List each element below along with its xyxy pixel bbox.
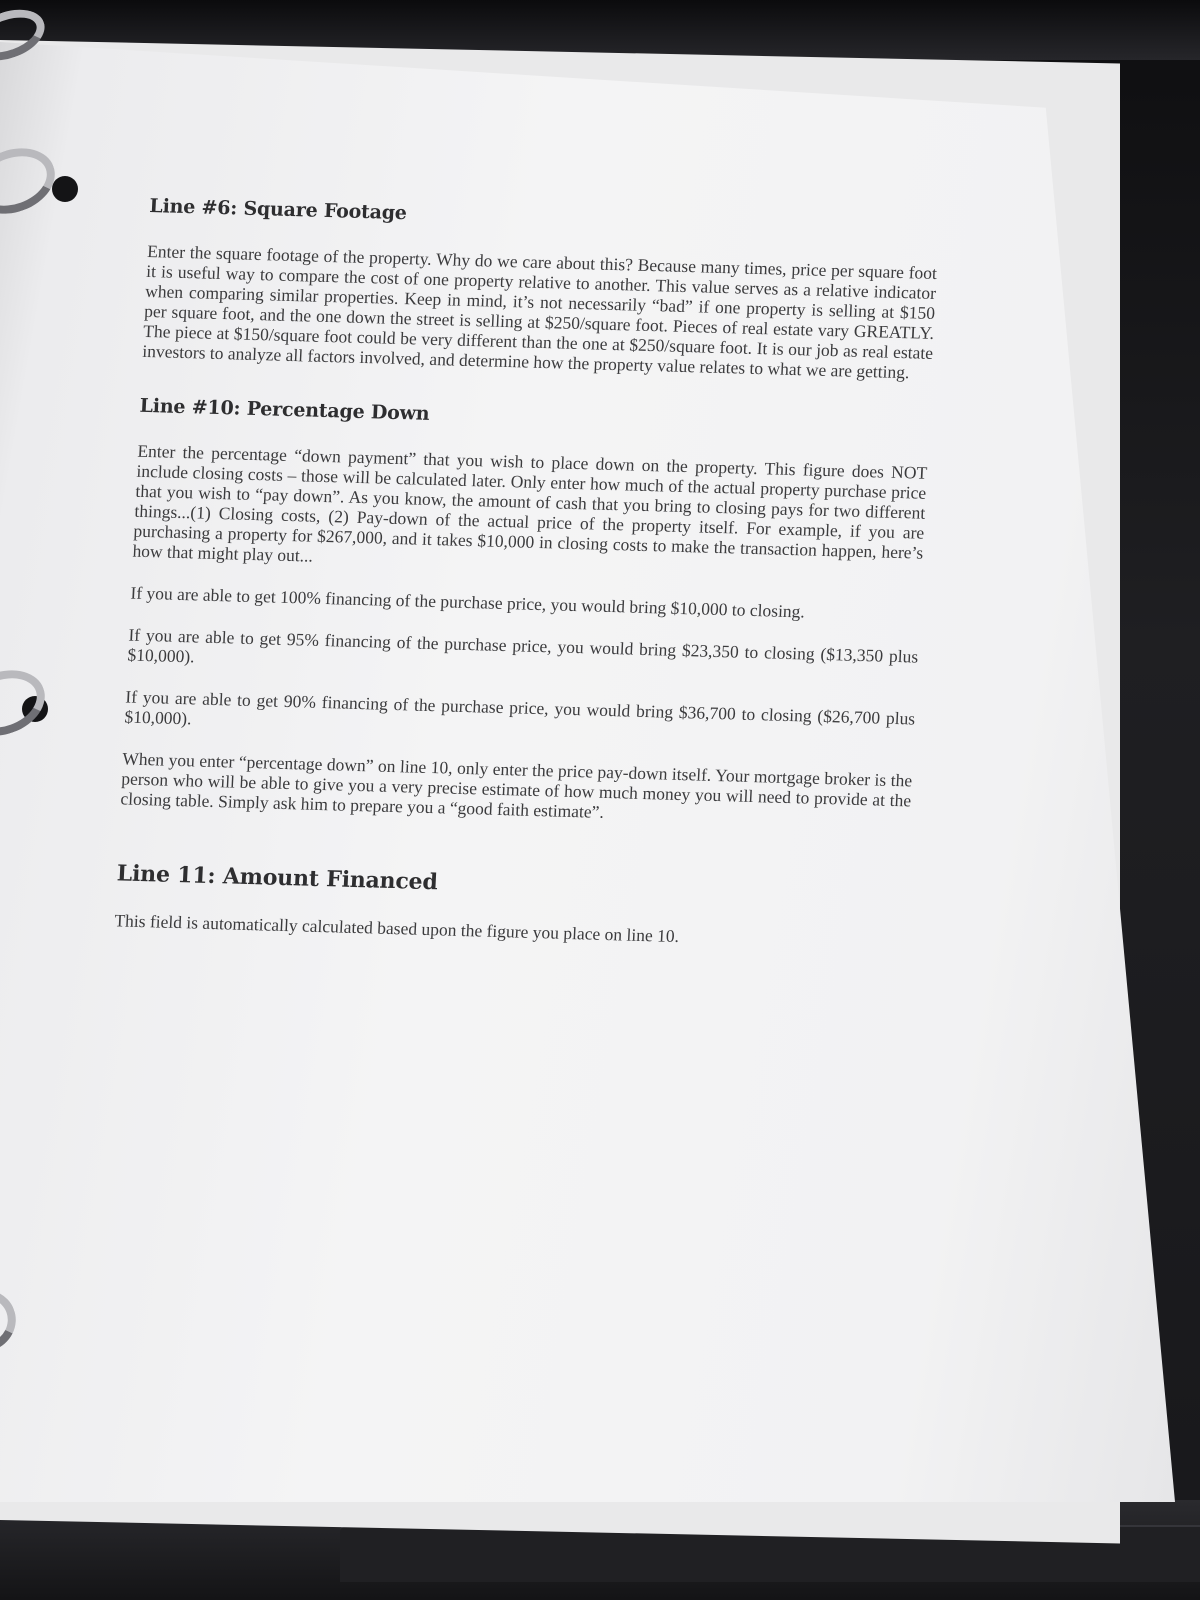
paragraph: If you are able to get 100% financing of the purchase price, you would bring $10,000 to closing. (130, 582, 806, 622)
section-heading: Line 11: Amount Financed (116, 860, 439, 896)
page-content (113, 195, 940, 974)
paragraph: If you are able to get 90% financing of the purchase price, you would bring $36,700 to closing ($26,700 plus $10,000). (124, 686, 916, 729)
section-heading: Line #6: Square Footage (148, 195, 408, 225)
paragraph: This field is automatically calculated based upon the figure you place on line 10. (114, 910, 680, 947)
paragraph: If you are able to get 95% financing of the purchase price, you would bring $23,350 to closing ($13,350 plus $10,000). (127, 624, 919, 667)
paragraph: When you enter “percentage down” on line 10, only enter the price pay-down itself. Your mortgage broker is the person who will be able to give you a very precise estimate of how much money you will need to provide at the closing table. Simply ask him to prepare you a “good faith estimate”. (119, 748, 913, 822)
section-square-footage (142, 195, 940, 383)
paragraph: Enter the square footage of the property. Why do we care about this? Because many times, price per square foot it is useful way to compare the cost of one property relative to another. This value serves as a relative indicator when comparing similar properties. Keep in mind, it’s not necessarily “bad” if one property is selling at $150 per square foot, and the one down the street is selling at $250/square foot. Pieces of real estate vary GREATLY. The piece at $150/square foot could be very different than the one at $250/square foot. It is our job as real estate investors to analyze all factors involved, and determine how the property value relates to what we are getting. (141, 240, 938, 383)
section-percentage-down (120, 395, 930, 831)
punch-hole-top (52, 176, 78, 202)
section-heading: Line #10: Percentage Down (139, 394, 430, 425)
paragraph: Enter the percentage “down payment” that you wish to place down on the property. This figure does NOT include closing costs – those will be calculated later. Only enter how much of the actual property purchase price that you wish to “pay down”. As you know, the amount of cash that you bring to closing pays for two different things...(1) Closing costs, (2) Pay-down of the actual price of the property itself. For example, if you are purchasing a property for $267,000, and it takes $10,000 in closing costs to make the transaction happen, here’s how that might play out... (132, 440, 928, 566)
